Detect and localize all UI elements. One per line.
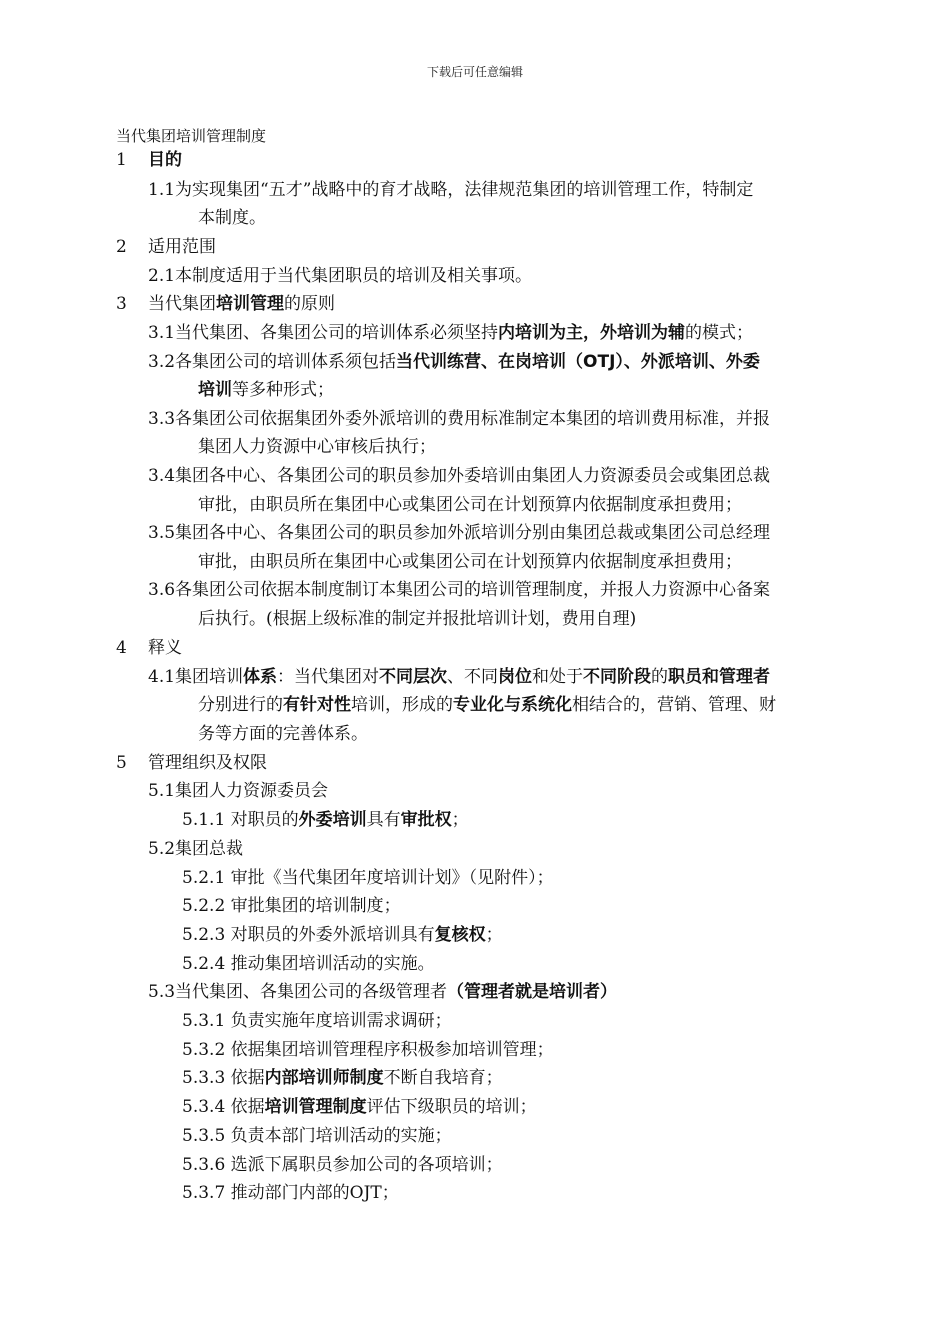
- clause-line: [148, 352, 760, 372]
- page-header: 下载后可任意编辑: [426, 65, 523, 79]
- clause-line: [198, 380, 334, 400]
- clause-line: [148, 180, 753, 200]
- section-heading: [116, 150, 182, 170]
- clause-line: [182, 1126, 452, 1146]
- text-run: 分别进行的: [198, 695, 283, 715]
- text-run: 3.1当代集团、各集团公司的培训体系必须坚持: [148, 323, 499, 343]
- section-number: 1: [116, 150, 127, 170]
- clause-line: [148, 466, 770, 486]
- emphasis-text: 外委培训: [298, 810, 367, 830]
- section-number: 5: [116, 753, 127, 773]
- emphasis-text: 培训: [198, 380, 232, 400]
- section-number: 3: [116, 294, 127, 314]
- text-run: 5.3.5 负责本部门培训活动的实施；: [182, 1126, 452, 1146]
- text-run: ：当代集团对: [277, 667, 380, 687]
- text-run: 适用范围: [148, 237, 216, 257]
- clause-line: [148, 982, 617, 1002]
- document-title: 当代集团培训管理制度: [116, 127, 267, 145]
- text-run: 等多种形式；: [232, 380, 334, 400]
- text-run: 和处于: [532, 667, 584, 687]
- text-run: 本制度。: [198, 208, 266, 228]
- text-run: 具有: [366, 810, 401, 830]
- text-run: 不断自我培育；: [383, 1068, 503, 1088]
- clause-line: [148, 266, 532, 286]
- clause-line: [148, 580, 770, 600]
- text-run: 3.6各集团公司依据本制度制订本集团公司的培训管理制度，并报人力资源中心备案: [148, 580, 771, 600]
- emphasis-text: 体系: [243, 667, 278, 687]
- text-run: 集团人力资源中心审核后执行；: [198, 437, 436, 457]
- clause-line: [182, 1155, 503, 1175]
- emphasis-text: （管理者就是培训者）: [447, 982, 618, 1002]
- text-run: 审批，由职员所在集团中心或集团公司在计划预算内依据制度承担费用；: [198, 552, 742, 572]
- text-run: 管理组织及权限: [148, 753, 267, 773]
- emphasis-text: 复核权: [434, 925, 486, 945]
- text-run: 释义: [148, 638, 182, 658]
- emphasis-text: 内部培训师制度: [264, 1068, 384, 1088]
- clause-line: [198, 437, 436, 457]
- text-run: 5.2.4 推动集团培训活动的实施。: [182, 954, 435, 974]
- clause-line: [198, 208, 266, 228]
- clause-line: [148, 409, 770, 429]
- text-run: 、不同: [447, 667, 499, 687]
- text-run: 务等方面的完善体系。: [198, 724, 368, 744]
- text-run: 5.2.3 对职员的外委外派培训具有: [182, 925, 435, 945]
- clause-line: [148, 523, 770, 543]
- text-run: 5.2.2 审批集团的培训制度；: [182, 896, 401, 916]
- emphasis-text: 审批权: [400, 810, 452, 830]
- text-run: 3.3各集团公司依据集团外委外派培训的费用标准制定本集团的培训费用标准，并报: [148, 409, 771, 429]
- clause-line: [182, 954, 435, 974]
- clause-line: [182, 1011, 452, 1031]
- clause-line: [198, 724, 368, 744]
- text-run: 5.3.7 推动部门内部的OJT；: [182, 1183, 399, 1203]
- clause-line: [198, 695, 776, 715]
- text-run: 5.2集团总裁: [148, 839, 244, 859]
- text-run: 当代集团: [148, 294, 216, 314]
- emphasis-text: 有针对性: [283, 695, 351, 715]
- clause-line: [198, 609, 636, 629]
- text-run: 培训，形成的: [351, 695, 453, 715]
- text-run: 5.3.1 负责实施年度培训需求调研；: [182, 1011, 452, 1031]
- clause-line: [148, 781, 328, 801]
- text-run: 5.2.1 审批《当代集团年度培训计划》（见附件）；: [182, 868, 554, 888]
- clause-line: [182, 925, 503, 945]
- section-heading: [116, 294, 335, 314]
- emphasis-text: 内培训为主，外培训为辅: [498, 323, 686, 343]
- clause-line: [182, 1097, 537, 1117]
- text-run: ；: [451, 810, 469, 830]
- text-run: 5.1.1 对职员的: [182, 810, 299, 830]
- section-heading: [116, 638, 182, 658]
- section-number: 4: [116, 638, 127, 658]
- text-run: 评估下级职员的培训；: [366, 1097, 537, 1117]
- emphasis-text: 培训管理制度: [264, 1097, 367, 1117]
- section-heading: [116, 753, 267, 773]
- clause-line: [182, 810, 469, 830]
- emphasis-text: 培训管理: [216, 294, 284, 314]
- clause-line: [182, 1040, 554, 1060]
- text-run: 3.5集团各中心、各集团公司的职员参加外派培训分别由集团总裁或集团公司总经理: [148, 523, 771, 543]
- text-run: 的模式；: [685, 323, 754, 343]
- section-heading: [116, 237, 216, 257]
- text-run: 3.4集团各中心、各集团公司的职员参加外委培训由集团人力资源委员会或集团总裁: [148, 466, 771, 486]
- text-run: 5.1集团人力资源委员会: [148, 781, 329, 801]
- clause-line: [198, 495, 742, 515]
- text-run: 5.3当代集团、各集团公司的各级管理者: [148, 982, 448, 1002]
- emphasis-text: 职员和管理者: [668, 667, 771, 687]
- clause-line: [182, 896, 401, 916]
- text-run: 的原则: [284, 294, 335, 314]
- clause-line: [182, 1068, 503, 1088]
- text-run: 5.3.3 依据: [182, 1068, 265, 1088]
- text-run: 相结合的，营销、管理、财: [572, 695, 776, 715]
- text-run: 后执行。(根据上级标准的制定并报批培训计划，费用自理): [198, 609, 637, 629]
- text-run: 的: [651, 667, 669, 687]
- emphasis-text: 专业化与系统化: [453, 695, 572, 715]
- text-run: 审批，由职员所在集团中心或集团公司在计划预算内依据制度承担费用；: [198, 495, 742, 515]
- text-run: 5.3.6 选派下属职员参加公司的各项培训；: [182, 1155, 503, 1175]
- emphasis-text: 岗位: [498, 667, 533, 687]
- clause-line: [182, 1183, 399, 1203]
- section-number: 2: [116, 237, 127, 257]
- clause-line: [148, 667, 770, 687]
- text-run: 4.1集团培训: [148, 667, 244, 687]
- text-run: 1.1为实现集团“五才”战略中的育才战略，法律规范集团的培训管理工作，特制定: [148, 180, 754, 200]
- emphasis-text: 目的: [148, 150, 182, 170]
- text-run: 5.3.2 依据集团培训管理程序积极参加培训管理；: [182, 1040, 554, 1060]
- text-run: 5.3.4 依据: [182, 1097, 265, 1117]
- clause-line: [198, 552, 742, 572]
- clause-line: [182, 868, 554, 888]
- text-run: ；: [485, 925, 503, 945]
- clause-line: [148, 839, 243, 859]
- clause-line: [148, 323, 753, 343]
- emphasis-text: 不同层次: [379, 667, 448, 687]
- emphasis-text: 不同阶段: [583, 667, 652, 687]
- emphasis-text: 当代训练营、在岗培训（OTJ）、外派培训、外委: [396, 352, 760, 372]
- text-run: 2.1本制度适用于当代集团职员的培训及相关事项。: [148, 266, 533, 286]
- text-run: 3.2各集团公司的培训体系须包括: [148, 352, 397, 372]
